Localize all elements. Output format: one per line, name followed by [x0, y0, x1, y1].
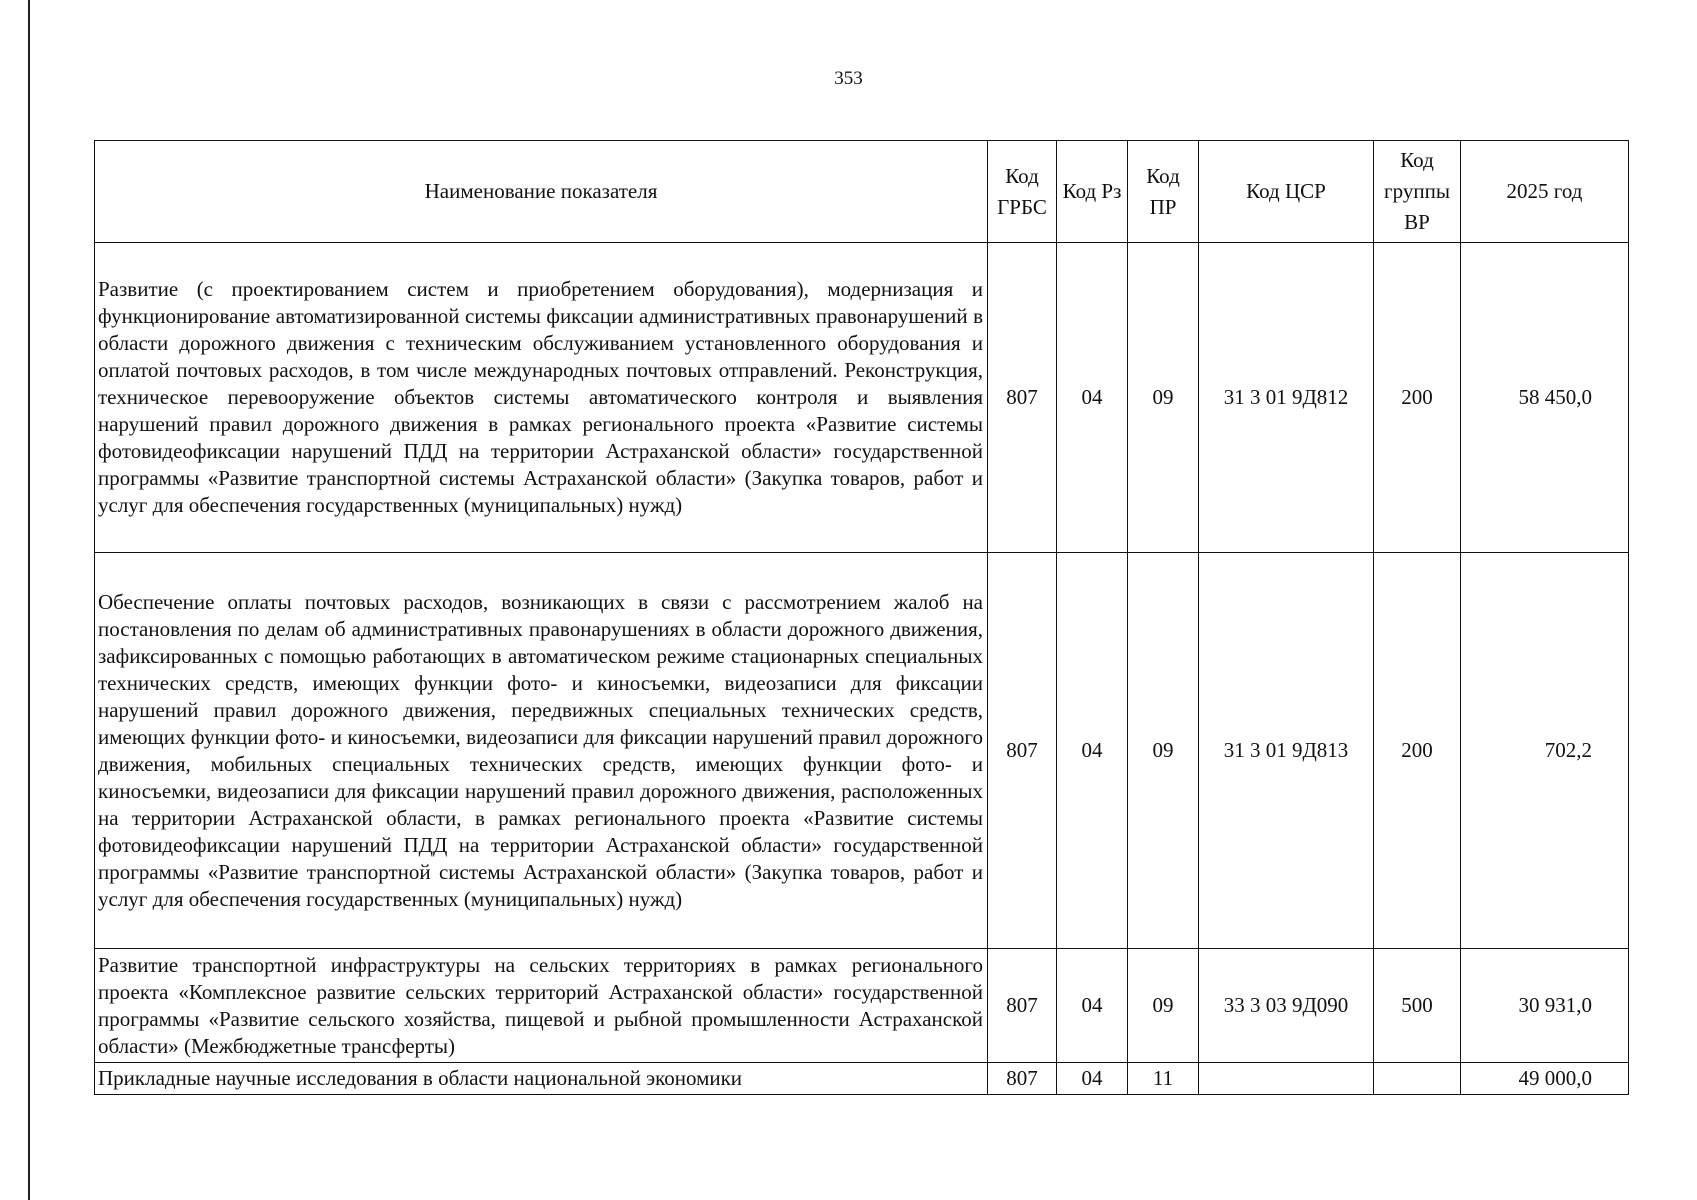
row-rz: 04 [1057, 553, 1128, 949]
header-name: Наименование показателя [95, 141, 988, 243]
budget-table [94, 140, 1629, 1095]
header-rz: Код Рз [1057, 141, 1128, 243]
row-csr: 33 3 03 9Д090 [1199, 949, 1374, 1063]
row-amount: 702,2 [1461, 553, 1629, 949]
row-amount: 49 000,0 [1461, 1063, 1629, 1095]
row-grbs: 807 [988, 243, 1057, 553]
table-row [95, 243, 1629, 553]
header-grbs: Код ГРБС [988, 141, 1057, 243]
row-rz: 04 [1057, 1063, 1128, 1095]
header-year: 2025 год [1461, 141, 1629, 243]
table-row [95, 1063, 1629, 1095]
row-rz: 04 [1057, 243, 1128, 553]
header-csr: Код ЦСР [1199, 141, 1374, 243]
row-pr: 09 [1128, 243, 1199, 553]
row-name: Прикладные научные исследования в области национальной экономики [95, 1063, 988, 1095]
row-pr: 09 [1128, 553, 1199, 949]
row-name: Обеспечение оплаты почтовых расходов, возникающих в связи с рассмотрением жалоб на постановления по делам об административных правонарушениях в области дорожного движения, зафиксированных с помощью работающих в автоматическом режиме стационарных специальных технических средств, имеющих функции фото- и киносъемки, видеозаписи для фиксации нарушений правил дорожного движения, передвижных специальных технических средств, имеющих функции фото- и киносъемки, видеозаписи для фиксации нарушений правил дорожного движения, мобильных специальных технических средств, имеющих функции фото- и киносъемки, видеозаписи для фиксации нарушений правил дорожного движения, расположенных на территории Астраханской области, в рамках регионального проекта «Развитие системы фотовидеофиксации нарушений ПДД на территории Астраханской области» государственной программы «Развитие транспортной системы Астраханской области» (Закупка товаров, работ и услуг для обеспечения государственных (муниципальных) нужд) [95, 553, 988, 949]
row-csr [1199, 1063, 1374, 1095]
row-pr: 09 [1128, 949, 1199, 1063]
row-vr: 500 [1374, 949, 1461, 1063]
row-grbs: 807 [988, 949, 1057, 1063]
row-name: Развитие транспортной инфраструктуры на сельских территориях в рамках регионального проекта «Комплексное развитие сельских территорий Астраханской области» государственной программы «Развитие сельского хозяйства, пищевой и рыбной промышленности Астраханской области» (Межбюджетные трансферты) [95, 949, 988, 1063]
row-csr: 31 3 01 9Д813 [1199, 553, 1374, 949]
row-name: Развитие (с проектированием систем и приобретением оборудования), модернизация и функционирование автоматизированной системы фиксации административных правонарушений в области дорожного движения с техническим обслуживанием установленного оборудования и оплатой почтовых расходов, в том числе международных почтовых отправлений. Реконструкция, техническое перевооружение объектов системы автоматического контроля и выявления нарушений правил дорожного движения в рамках регионального проекта «Развитие системы фотовидеофиксации нарушений ПДД на территории Астраханской области» государственной программы «Развитие транспортной системы Астраханской области» (Закупка товаров, работ и услуг для обеспечения государственных (муниципальных) нужд) [95, 243, 988, 553]
row-amount: 58 450,0 [1461, 243, 1629, 553]
table-header-row [95, 141, 1629, 243]
header-pr: Код ПР [1128, 141, 1199, 243]
row-csr: 31 3 01 9Д812 [1199, 243, 1374, 553]
table-row [95, 949, 1629, 1063]
binding-line [28, 0, 30, 1200]
row-vr: 200 [1374, 243, 1461, 553]
row-vr: 200 [1374, 553, 1461, 949]
row-pr: 11 [1128, 1063, 1199, 1095]
header-vr: Код группы ВР [1374, 141, 1461, 243]
table-row [95, 553, 1629, 949]
page-number: 353 [834, 68, 863, 89]
row-vr [1374, 1063, 1461, 1095]
row-amount: 30 931,0 [1461, 949, 1629, 1063]
row-grbs: 807 [988, 1063, 1057, 1095]
row-rz: 04 [1057, 949, 1128, 1063]
row-grbs: 807 [988, 553, 1057, 949]
